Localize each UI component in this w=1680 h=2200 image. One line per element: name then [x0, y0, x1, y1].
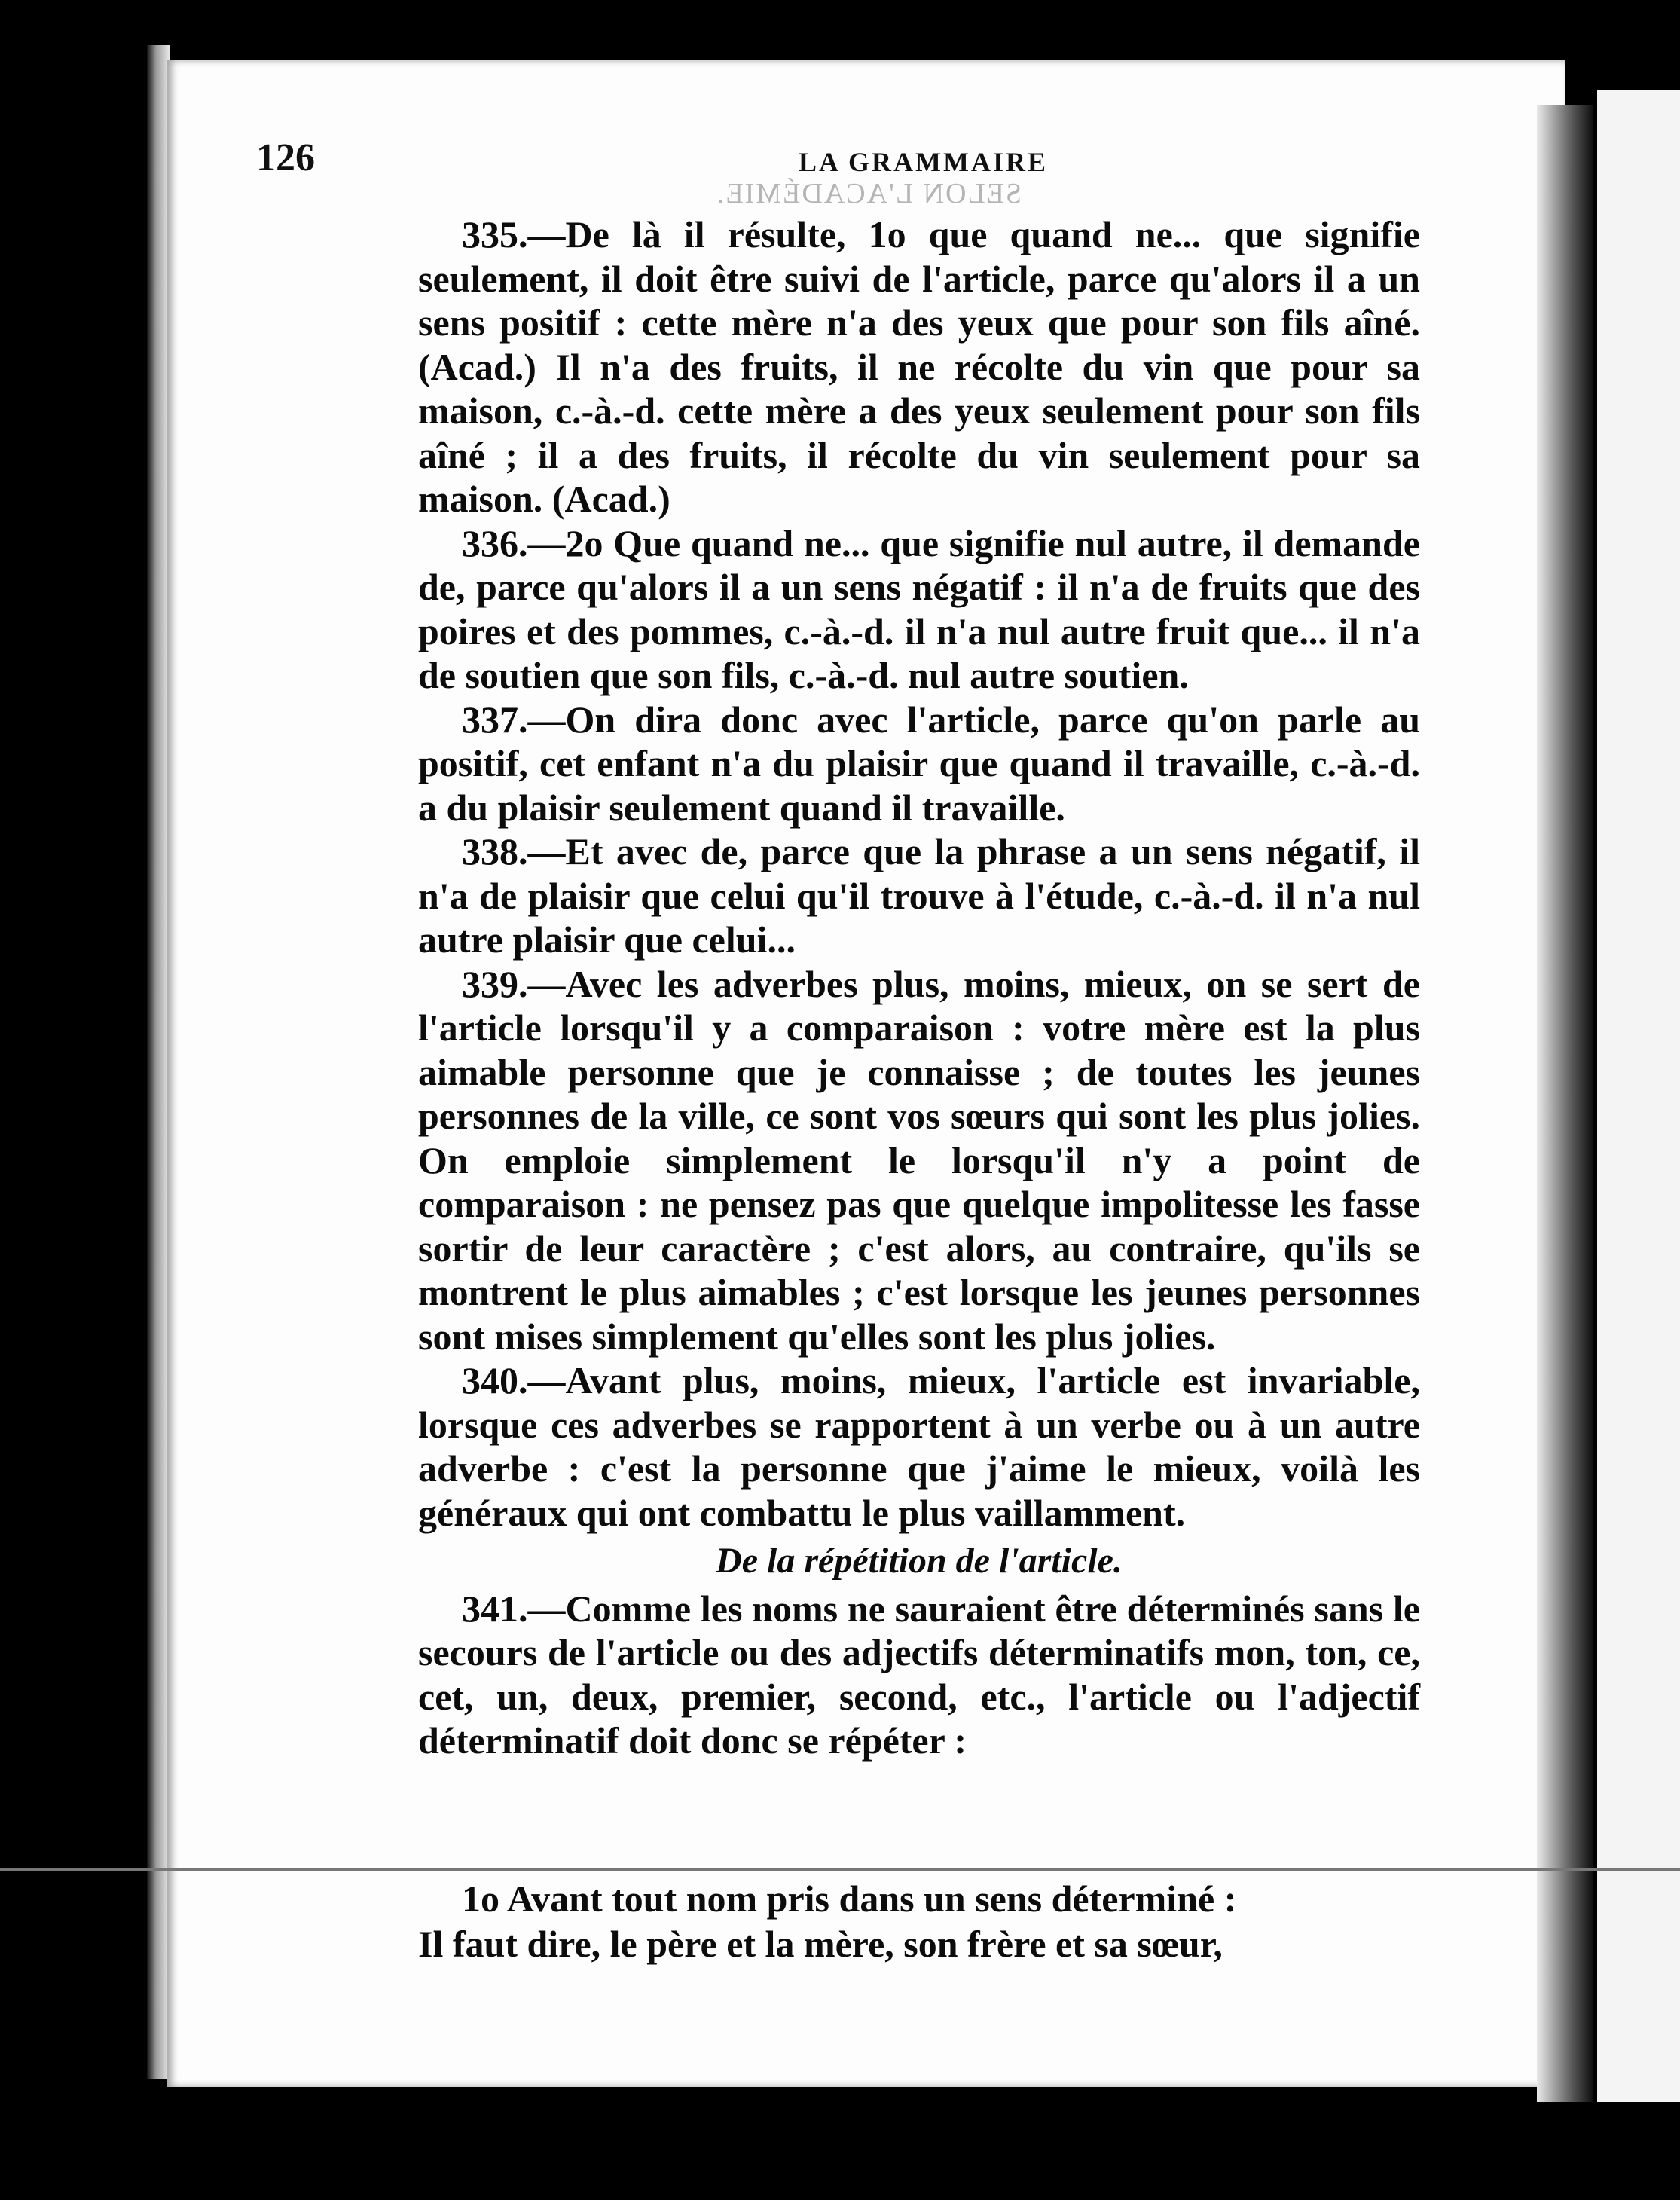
- paragraph-335: 335.—De là il résulte, 1o que quand ne... que signifie seulement, il doit être suivi de l'article, parce qu'alors il a un sens positif : cette mère n'a des yeux que pour son fils aîné. (Acad.) Il n'a des fruits, il ne récolte du vin que pour sa maison, c.-à.-d. cette mère a des yeux seulement pour son fils aîné ; il a des fruits, il récolte du vin seulement pour sa maison. (Acad.): [418, 213, 1420, 520]
- paragraph-336: 336.—2o Que quand ne... que signifie nul autre, il demande de, parce qu'alors il a un sens négatif : il n'a de fruits que des poires et des pommes, c.-à.-d. il n'a nul autre fruit que... il n'a de soutien que son fils, c.-à.-d. nul autre soutien.: [418, 521, 1420, 696]
- rule-line-2: Il faut dire, le père et la mère, son frère et sa sœur,: [418, 1923, 1223, 1965]
- adjacent-page-edge: [1597, 90, 1680, 2200]
- paragraph-337: 337.—On dira donc avec l'article, parce qu'on parle au positif, cet enfant n'a du plaisir que quand il travaille, c.-à.-d. a du plaisir seulement quand il travaille.: [418, 698, 1420, 829]
- page-number: 126: [256, 136, 315, 179]
- scan-fold-line: [0, 1868, 1680, 1871]
- show-through-text: SELON L'ACADÉMIE.: [716, 178, 1022, 209]
- body-text: [418, 212, 1420, 1763]
- page-right-gutter: [1537, 105, 1597, 2110]
- paragraph-339: 339.—Avec les adverbes plus, moins, mieux, on se sert de l'article lorsqu'il y a comparaison : votre mère est la plus aimable personne que je connaisse ; de toutes les jeunes personnes de la ville, ce sont vos sœurs qui sont les plus jolies. On emploie simplement le lorsqu'il n'y a point de comparaison : ne pensez pas que quelque impolitesse les fasse sortir de leur caractère ; c'est alors, au contraire, qu'ils se montrent le plus aimables ; c'est lorsque les jeunes personnes sont mises simplement qu'elles sont les plus jolies.: [418, 962, 1420, 1358]
- page-header: [256, 136, 1416, 188]
- page-left-edge: [147, 45, 170, 2079]
- paragraph-338: 338.—Et avec de, parce que la phrase a un sens négatif, il n'a de plaisir que celui qu'il trouve à l'étude, c.-à.-d. il n'a nul autre plaisir que celui...: [418, 830, 1420, 961]
- scan-bottom-border: [0, 2102, 1680, 2200]
- continued-text: [418, 1876, 1420, 1966]
- section-heading: De la répétition de l'article.: [716, 1541, 1123, 1581]
- paragraph-341: 341.—Comme les noms ne sauraient être déterminés sans le secours de l'article ou des adjectifs déterminatifs mon, ton, ce, cet, un, deux, premier, second, etc., l'article ou l'adjectif déterminatif doit donc se répéter :: [418, 1587, 1420, 1762]
- rule-line-1: 1o Avant tout nom pris dans un sens déterminé :: [462, 1878, 1237, 1920]
- running-title: LA GRAMMAIRE: [799, 147, 1048, 177]
- paragraph-340: 340.—Avant plus, moins, mieux, l'article est invariable, lorsque ces adverbes se rapportent à un verbe ou à un autre adverbe : c'est la personne que j'aime le mieux, voilà les généraux qui ont combattu le plus vaillamment.: [418, 1359, 1420, 1534]
